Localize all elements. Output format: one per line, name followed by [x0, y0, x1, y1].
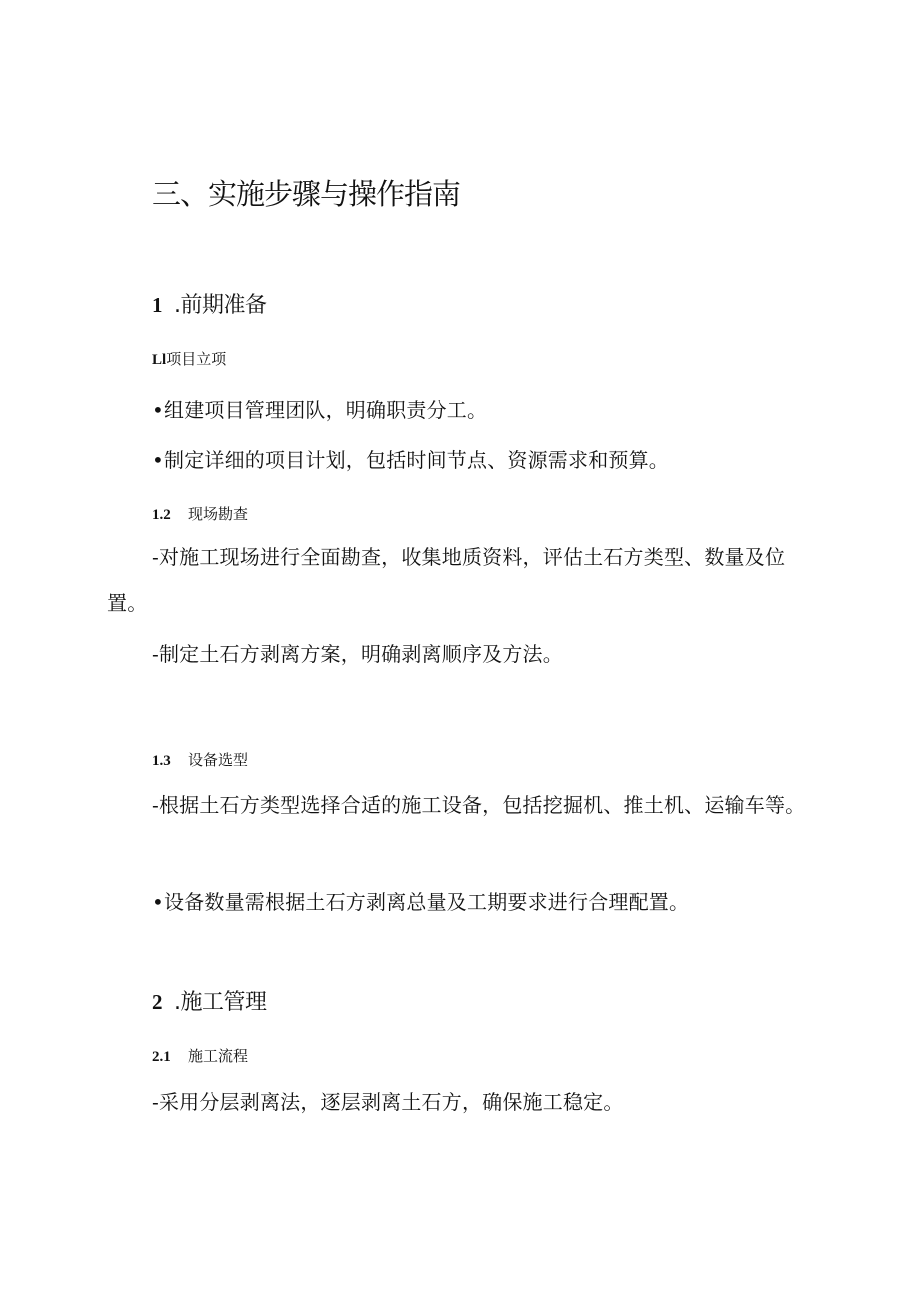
- section-heading-1: [152, 288, 267, 319]
- paragraph: -采用分层剥离法，逐层剥离土石方，确保施工稳定。: [152, 1090, 624, 1114]
- subsection-title: 施工流程: [188, 1047, 249, 1065]
- subsection-title: 项目立项: [166, 350, 227, 368]
- section-heading-2: [152, 985, 267, 1016]
- subsection-title: 现场勘查: [188, 505, 249, 523]
- paragraph: •制定详细的项目计划，包括时间节点、资源需求和预算。: [152, 448, 669, 472]
- paragraph: -制定土石方剥离方案，明确剥离顺序及方法。: [152, 642, 563, 666]
- paragraph: -根据土石方类型选择合适的施工设备，包括挖掘机、推土机、运输车等。: [152, 793, 806, 817]
- subsection-number: Ll: [152, 352, 167, 368]
- paragraph: •设备数量需根据土石方剥离总量及工期要求进行合理配置。: [152, 890, 690, 914]
- section-title: .施工管理: [174, 990, 267, 1015]
- subsection-heading-1-2: [152, 503, 248, 524]
- subsection-number: 1.3: [152, 753, 171, 769]
- section-number: 1: [152, 293, 162, 317]
- subsection-number: 2.1: [152, 1049, 171, 1065]
- paragraph: -对施工现场进行全面勘查，收集地质资料，评估土石方类型、数量及位置。: [107, 545, 786, 615]
- page-title: 三、实施步骤与操作指南: [152, 177, 461, 211]
- subsection-title: 设备选型: [188, 751, 249, 769]
- subsection-heading-1-3: [152, 749, 248, 770]
- section-number: 2: [152, 990, 162, 1014]
- subsection-heading-2-1: [152, 1045, 248, 1066]
- subsection-number: 1.2: [152, 507, 171, 523]
- paragraph: •组建项目管理团队，明确职责分工。: [152, 398, 488, 422]
- subsection-heading-1-1: [152, 348, 226, 369]
- section-title: .前期准备: [174, 293, 267, 318]
